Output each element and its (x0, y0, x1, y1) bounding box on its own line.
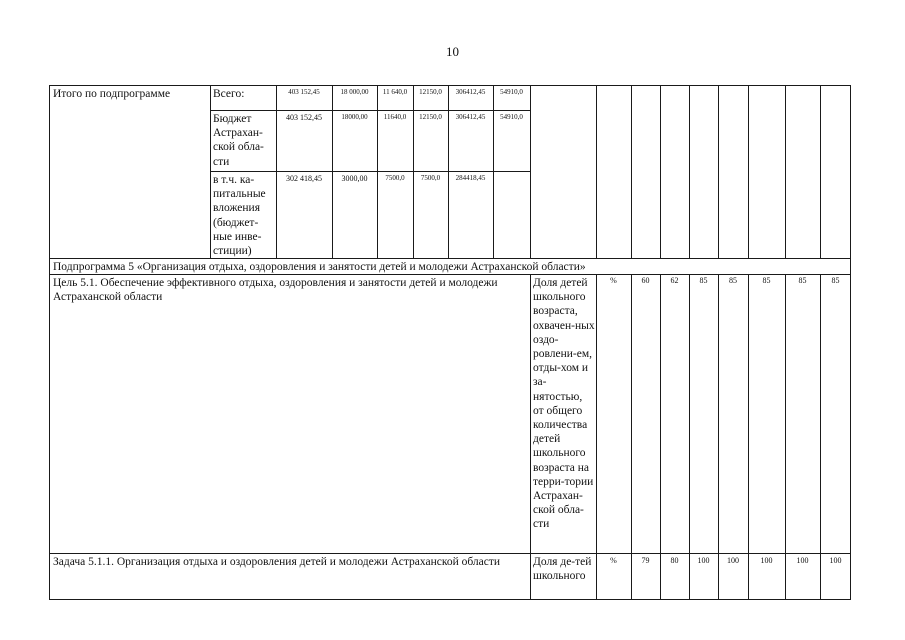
goal-value: 85 (798, 276, 807, 285)
row-divider (49, 258, 851, 259)
goal-unit: % (610, 276, 617, 285)
column-divider (660, 85, 661, 258)
subrow-label: в т.ч. ка-питальные вложения (бюджет-ные инве-стиции) (213, 174, 266, 258)
goal-value: 85 (762, 276, 771, 285)
value-cell: 11 640,0 (382, 88, 408, 96)
goal-value: 85 (729, 276, 737, 285)
column-divider (785, 274, 786, 600)
column-divider (631, 274, 632, 600)
column-divider (377, 85, 378, 258)
column-divider (210, 85, 211, 258)
row-divider (49, 553, 851, 554)
column-divider (748, 274, 749, 600)
column-divider (689, 85, 690, 258)
column-divider (820, 274, 821, 600)
value-cell: 3000,00 (341, 174, 368, 183)
task-value: 100 (760, 556, 773, 565)
subrow-label: Всего: (213, 88, 245, 100)
page-number: 10 (446, 44, 459, 59)
row-divider (210, 110, 530, 111)
task-value: 80 (670, 556, 679, 565)
column-divider (448, 85, 449, 258)
value-cell: 7500,0 (420, 174, 441, 182)
subrow-label: Бюджет Астрахан-ской обла-сти (213, 113, 264, 168)
column-divider (493, 85, 494, 258)
column-divider (718, 274, 719, 600)
value-cell: 284418,45 (455, 174, 486, 182)
subprogram-title: Подпрограмма 5 «Организация отдыха, оздоровления и занятости детей и молодежи Астраханской области» (53, 261, 586, 273)
value-cell: 306412,45 (455, 88, 486, 96)
goal-value: 60 (641, 276, 650, 285)
column-divider (530, 274, 531, 600)
value-cell: 54910,0 (500, 88, 523, 96)
column-divider (596, 85, 597, 258)
task-unit: % (610, 556, 617, 565)
goal-value: 62 (670, 276, 679, 285)
value-cell: 11640,0 (383, 113, 407, 121)
value-cell: 403 152,45 (288, 88, 320, 96)
column-divider (718, 85, 719, 258)
column-divider (276, 85, 277, 258)
value-cell: 18 000,00 (340, 88, 369, 96)
column-divider (660, 274, 661, 600)
column-divider (748, 85, 749, 258)
value-cell: 302 418,45 (286, 174, 322, 183)
value-cell: 12150,0 (419, 113, 442, 121)
goal-value: 85 (699, 276, 708, 285)
column-divider (820, 85, 821, 258)
value-cell: 306412,45 (455, 113, 486, 121)
goal-name: Цель 5.1. Обеспечение эффективного отдыха, оздоровления и занятости детей и молодежи Астраханской области (53, 277, 498, 304)
column-divider (413, 85, 414, 258)
task-indicator: Доля де-тей школьного (533, 556, 592, 583)
total-label: Итого по подпрограмме (53, 88, 171, 100)
task-value: 100 (796, 556, 809, 565)
task-value: 100 (829, 556, 842, 565)
goal-value: 85 (831, 276, 840, 285)
column-divider (530, 85, 531, 258)
value-cell: 403 152,45 (286, 113, 322, 122)
value-cell: 18000,00 (341, 113, 368, 121)
task-value: 79 (641, 556, 650, 565)
row-divider (210, 171, 530, 172)
table-frame (49, 85, 851, 600)
column-divider (785, 85, 786, 258)
column-divider (689, 274, 690, 600)
task-name: Задача 5.1.1. Организация отдыха и оздоровления детей и молодежи Астраханской области (53, 556, 501, 568)
goal-indicator: Доля детей школьного возраста, охвачен-ных оздо-ровлени-ем, отды-хом и за-нятостью, от общего количества детей школьного возраста на терри-тории Астрахан-ской обла-сти (533, 277, 595, 531)
column-divider (631, 85, 632, 258)
column-divider (332, 85, 333, 258)
column-divider (596, 274, 597, 600)
value-cell: 12150,0 (419, 88, 442, 96)
value-cell: 7500,0 (385, 174, 405, 182)
task-value: 100 (727, 556, 739, 565)
task-value: 100 (697, 556, 710, 565)
value-cell: 54910,0 (500, 113, 523, 121)
